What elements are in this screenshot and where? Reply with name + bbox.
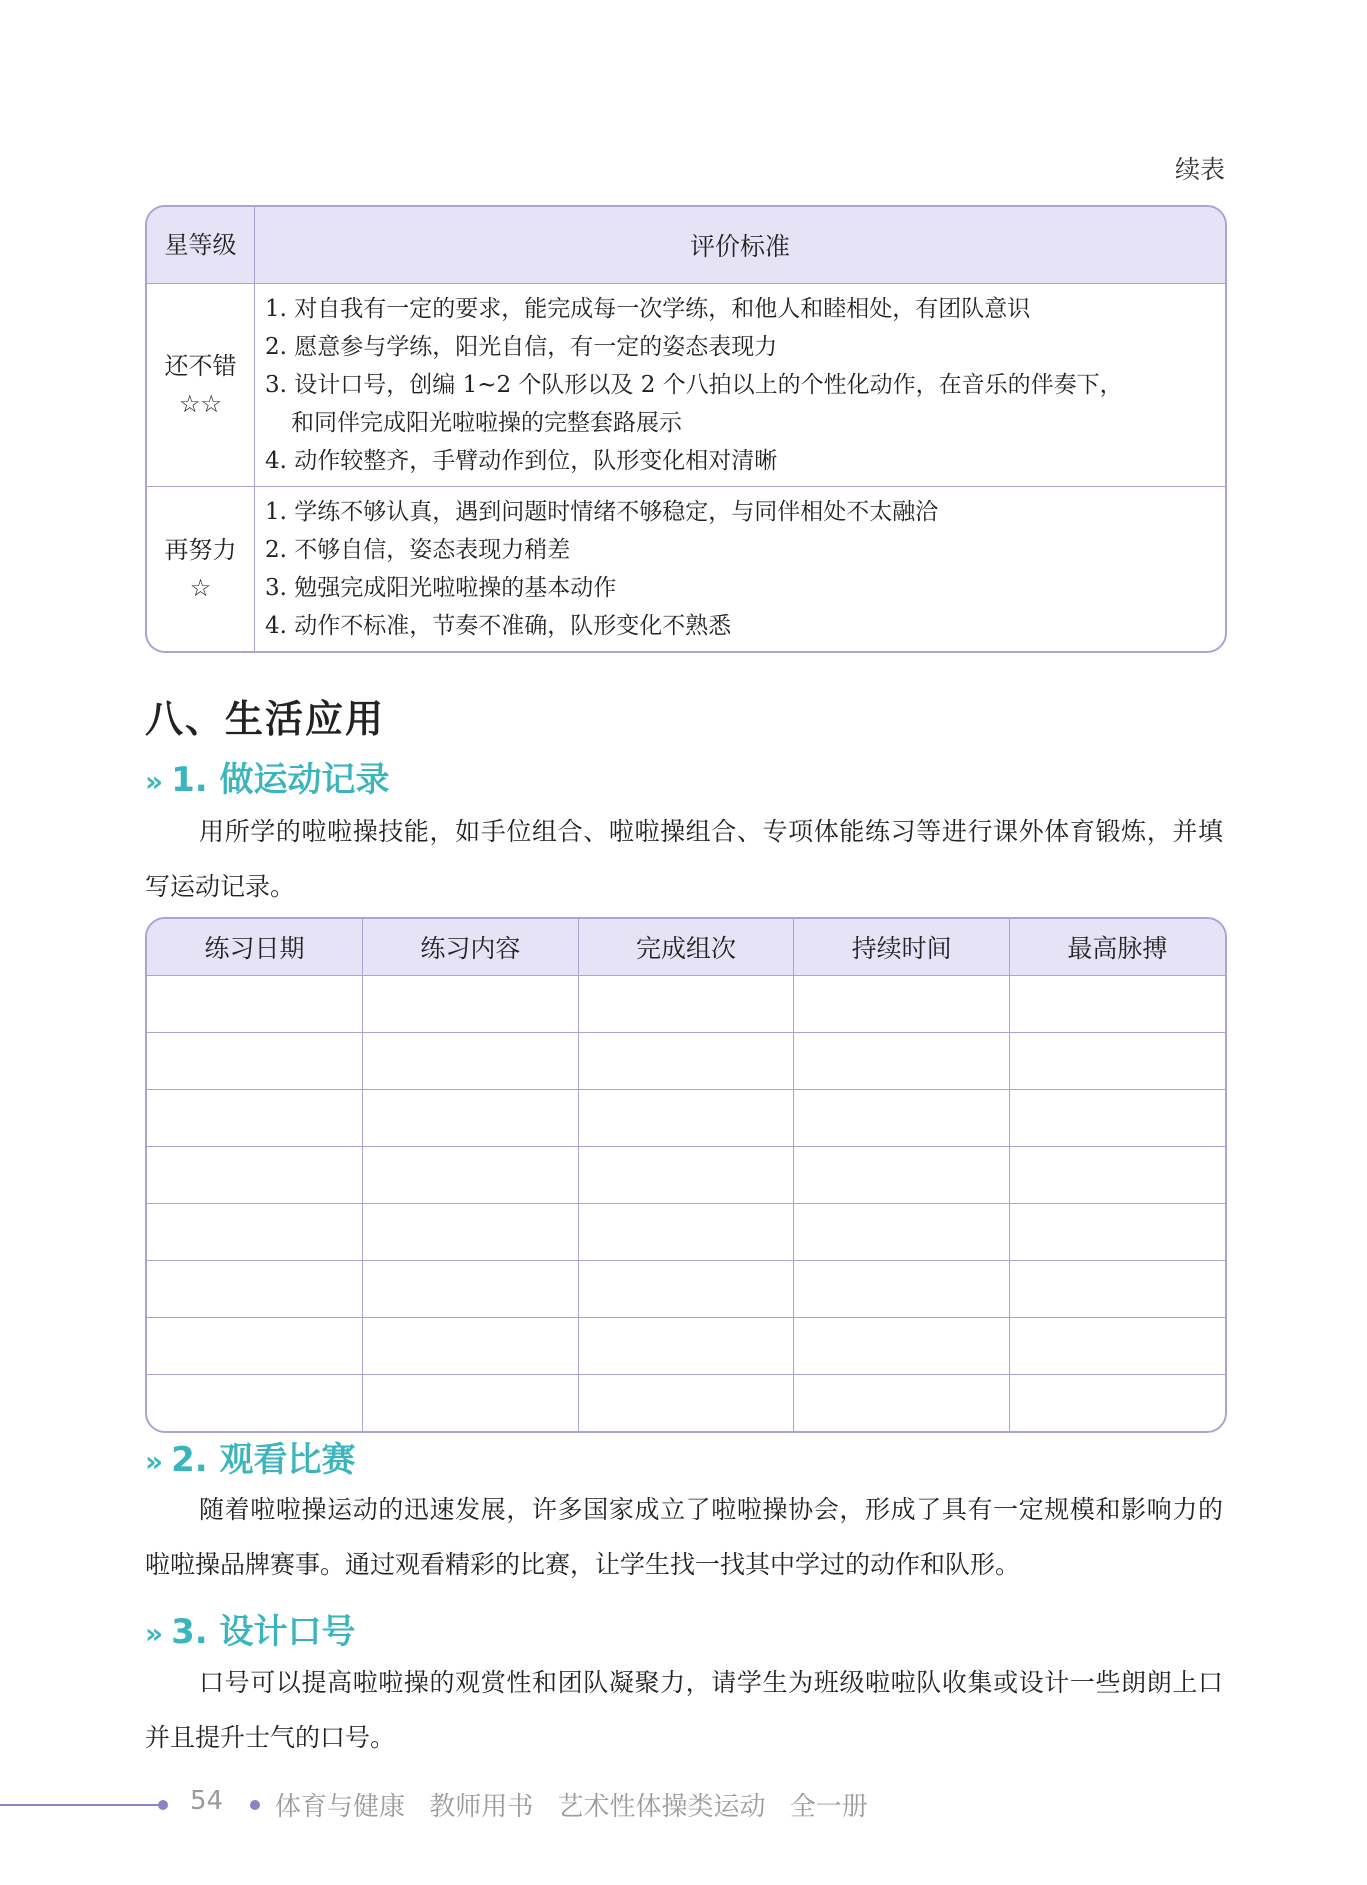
criteria-item: 和同伴完成阳光啦啦操的完整套路展示 (291, 410, 682, 436)
level-name: 还不错 (164, 352, 237, 380)
criteria-item: 3. 设计口号，创编 1~2 个队形以及 2 个八拍以上的个性化动作，在音乐的伴奏下， (265, 372, 1123, 398)
criteria-item: 2. 愿意参与学练，阳光自信，有一定的姿态表现力 (265, 334, 778, 360)
star-rating: ☆☆ (178, 390, 223, 418)
header-date: 练习日期 (147, 919, 363, 976)
table-row (147, 1261, 1225, 1318)
continued-label: 续表 (1174, 155, 1225, 184)
paragraph: 用所学的啦啦操技能，如手位组合、啦啦操组合、专项体能练习等进行课外体育锻炼，并填写运动记录。 (145, 817, 1223, 901)
record-cell[interactable] (578, 1204, 794, 1261)
footer-dot-icon (250, 1800, 260, 1810)
criteria-item: 1. 学练不够认真，遇到问题时情绪不够稳定，与同伴相处不太融洽 (265, 499, 939, 525)
table-row (147, 1033, 1225, 1090)
record-cell[interactable] (578, 1090, 794, 1147)
record-cell[interactable] (794, 1318, 1010, 1375)
table-row (147, 976, 1225, 1033)
record-cell[interactable] (363, 1147, 579, 1204)
record-cell[interactable] (794, 1033, 1010, 1090)
level-cell (147, 284, 255, 487)
level-cell (147, 487, 255, 652)
header-content: 练习内容 (363, 919, 579, 976)
record-cell[interactable] (794, 1204, 1010, 1261)
record-cell[interactable] (794, 1375, 1010, 1432)
record-cell[interactable] (578, 1147, 794, 1204)
header-duration: 持续时间 (794, 919, 1010, 976)
criteria-item: 3. 勉强完成阳光啦啦操的基本动作 (265, 575, 617, 601)
table-row (147, 1204, 1225, 1261)
table-row (147, 487, 1225, 652)
record-cell[interactable] (794, 976, 1010, 1033)
rating-table (145, 205, 1227, 653)
record-cell[interactable] (578, 1375, 794, 1432)
record-cell[interactable] (1009, 976, 1225, 1033)
record-cell[interactable] (578, 1261, 794, 1318)
subsection-heading-1 (145, 752, 390, 801)
subsection-title: 3. 设计口号 (171, 1612, 356, 1652)
record-cell[interactable] (147, 1261, 363, 1318)
criteria-item: 2. 不够自信，姿态表现力稍差 (265, 537, 571, 563)
record-cell[interactable] (794, 1147, 1010, 1204)
record-cell[interactable] (578, 1318, 794, 1375)
subsection-heading-2 (145, 1432, 356, 1481)
subsection-heading-3 (145, 1604, 356, 1653)
subsection-title: 2. 观看比赛 (171, 1440, 356, 1480)
exercise-record-table (145, 917, 1227, 1433)
table-row (147, 1147, 1225, 1204)
record-cell[interactable] (578, 1033, 794, 1090)
record-table-header (147, 919, 1225, 976)
footer-rule (0, 1804, 162, 1806)
record-cell[interactable] (147, 1204, 363, 1261)
record-cell[interactable] (363, 976, 579, 1033)
table-row (147, 1090, 1225, 1147)
record-cell[interactable] (1009, 1033, 1225, 1090)
criteria-cell (255, 284, 1226, 487)
record-cell[interactable] (1009, 1147, 1225, 1204)
table-row (147, 284, 1225, 487)
record-cell[interactable] (363, 1204, 579, 1261)
record-cell[interactable] (363, 1261, 579, 1318)
paragraph: 随着啦啦操运动的迅速发展，许多国家成立了啦啦操协会，形成了具有一定规模和影响力的啦啦操品牌赛事。通过观看精彩的比赛，让学生找一找其中学过的动作和队形。 (145, 1495, 1223, 1579)
paragraph: 口号可以提高啦啦操的观赏性和团队凝聚力，请学生为班级啦啦队收集或设计一些朗朗上口并且提升士气的口号。 (145, 1668, 1223, 1752)
book-title: 体育与健康 教师用书 艺术性体操类运动 全一册 (275, 1792, 868, 1822)
header-sets: 完成组次 (578, 919, 794, 976)
subsection-title: 1. 做运动记录 (171, 760, 390, 800)
rating-table-header (147, 207, 1225, 284)
record-cell[interactable] (147, 1318, 363, 1375)
level-name: 再努力 (164, 536, 237, 564)
record-cell[interactable] (1009, 1261, 1225, 1318)
page-number: 54 (190, 1786, 224, 1816)
footer-dot-icon (158, 1800, 168, 1810)
record-cell[interactable] (794, 1090, 1010, 1147)
star-rating: ☆ (189, 574, 212, 602)
record-cell[interactable] (147, 976, 363, 1033)
criteria-cell (255, 487, 1226, 652)
section-title: 八、生活应用 (145, 697, 386, 741)
criteria-item: 1. 对自我有一定的要求，能完成每一次学练，和他人和睦相处，有团队意识 (265, 296, 1031, 322)
table-row (147, 1375, 1225, 1432)
header-max-pulse: 最高脉搏 (1009, 919, 1225, 976)
record-cell[interactable] (578, 976, 794, 1033)
record-cell[interactable] (794, 1261, 1010, 1318)
record-cell[interactable] (1009, 1318, 1225, 1375)
header-criteria: 评价标准 (255, 207, 1226, 284)
record-cell[interactable] (363, 1318, 579, 1375)
record-cell[interactable] (363, 1375, 579, 1432)
criteria-item: 4. 动作不标准，节奏不准确，队形变化不熟悉 (265, 613, 732, 639)
header-star-level: 星等级 (147, 207, 255, 284)
record-cell[interactable] (147, 1147, 363, 1204)
record-cell[interactable] (363, 1033, 579, 1090)
record-cell[interactable] (147, 1033, 363, 1090)
record-cell[interactable] (363, 1090, 579, 1147)
record-cell[interactable] (1009, 1204, 1225, 1261)
record-cell[interactable] (147, 1090, 363, 1147)
record-cell[interactable] (1009, 1090, 1225, 1147)
table-row (147, 1318, 1225, 1375)
record-cell[interactable] (1009, 1375, 1225, 1432)
criteria-item: 4. 动作较整齐，手臂动作到位，队形变化相对清晰 (265, 448, 778, 474)
chevron-icon: » (145, 1617, 164, 1650)
record-cell[interactable] (147, 1375, 363, 1432)
chevron-icon: » (145, 1445, 164, 1478)
chevron-icon: » (145, 765, 164, 798)
